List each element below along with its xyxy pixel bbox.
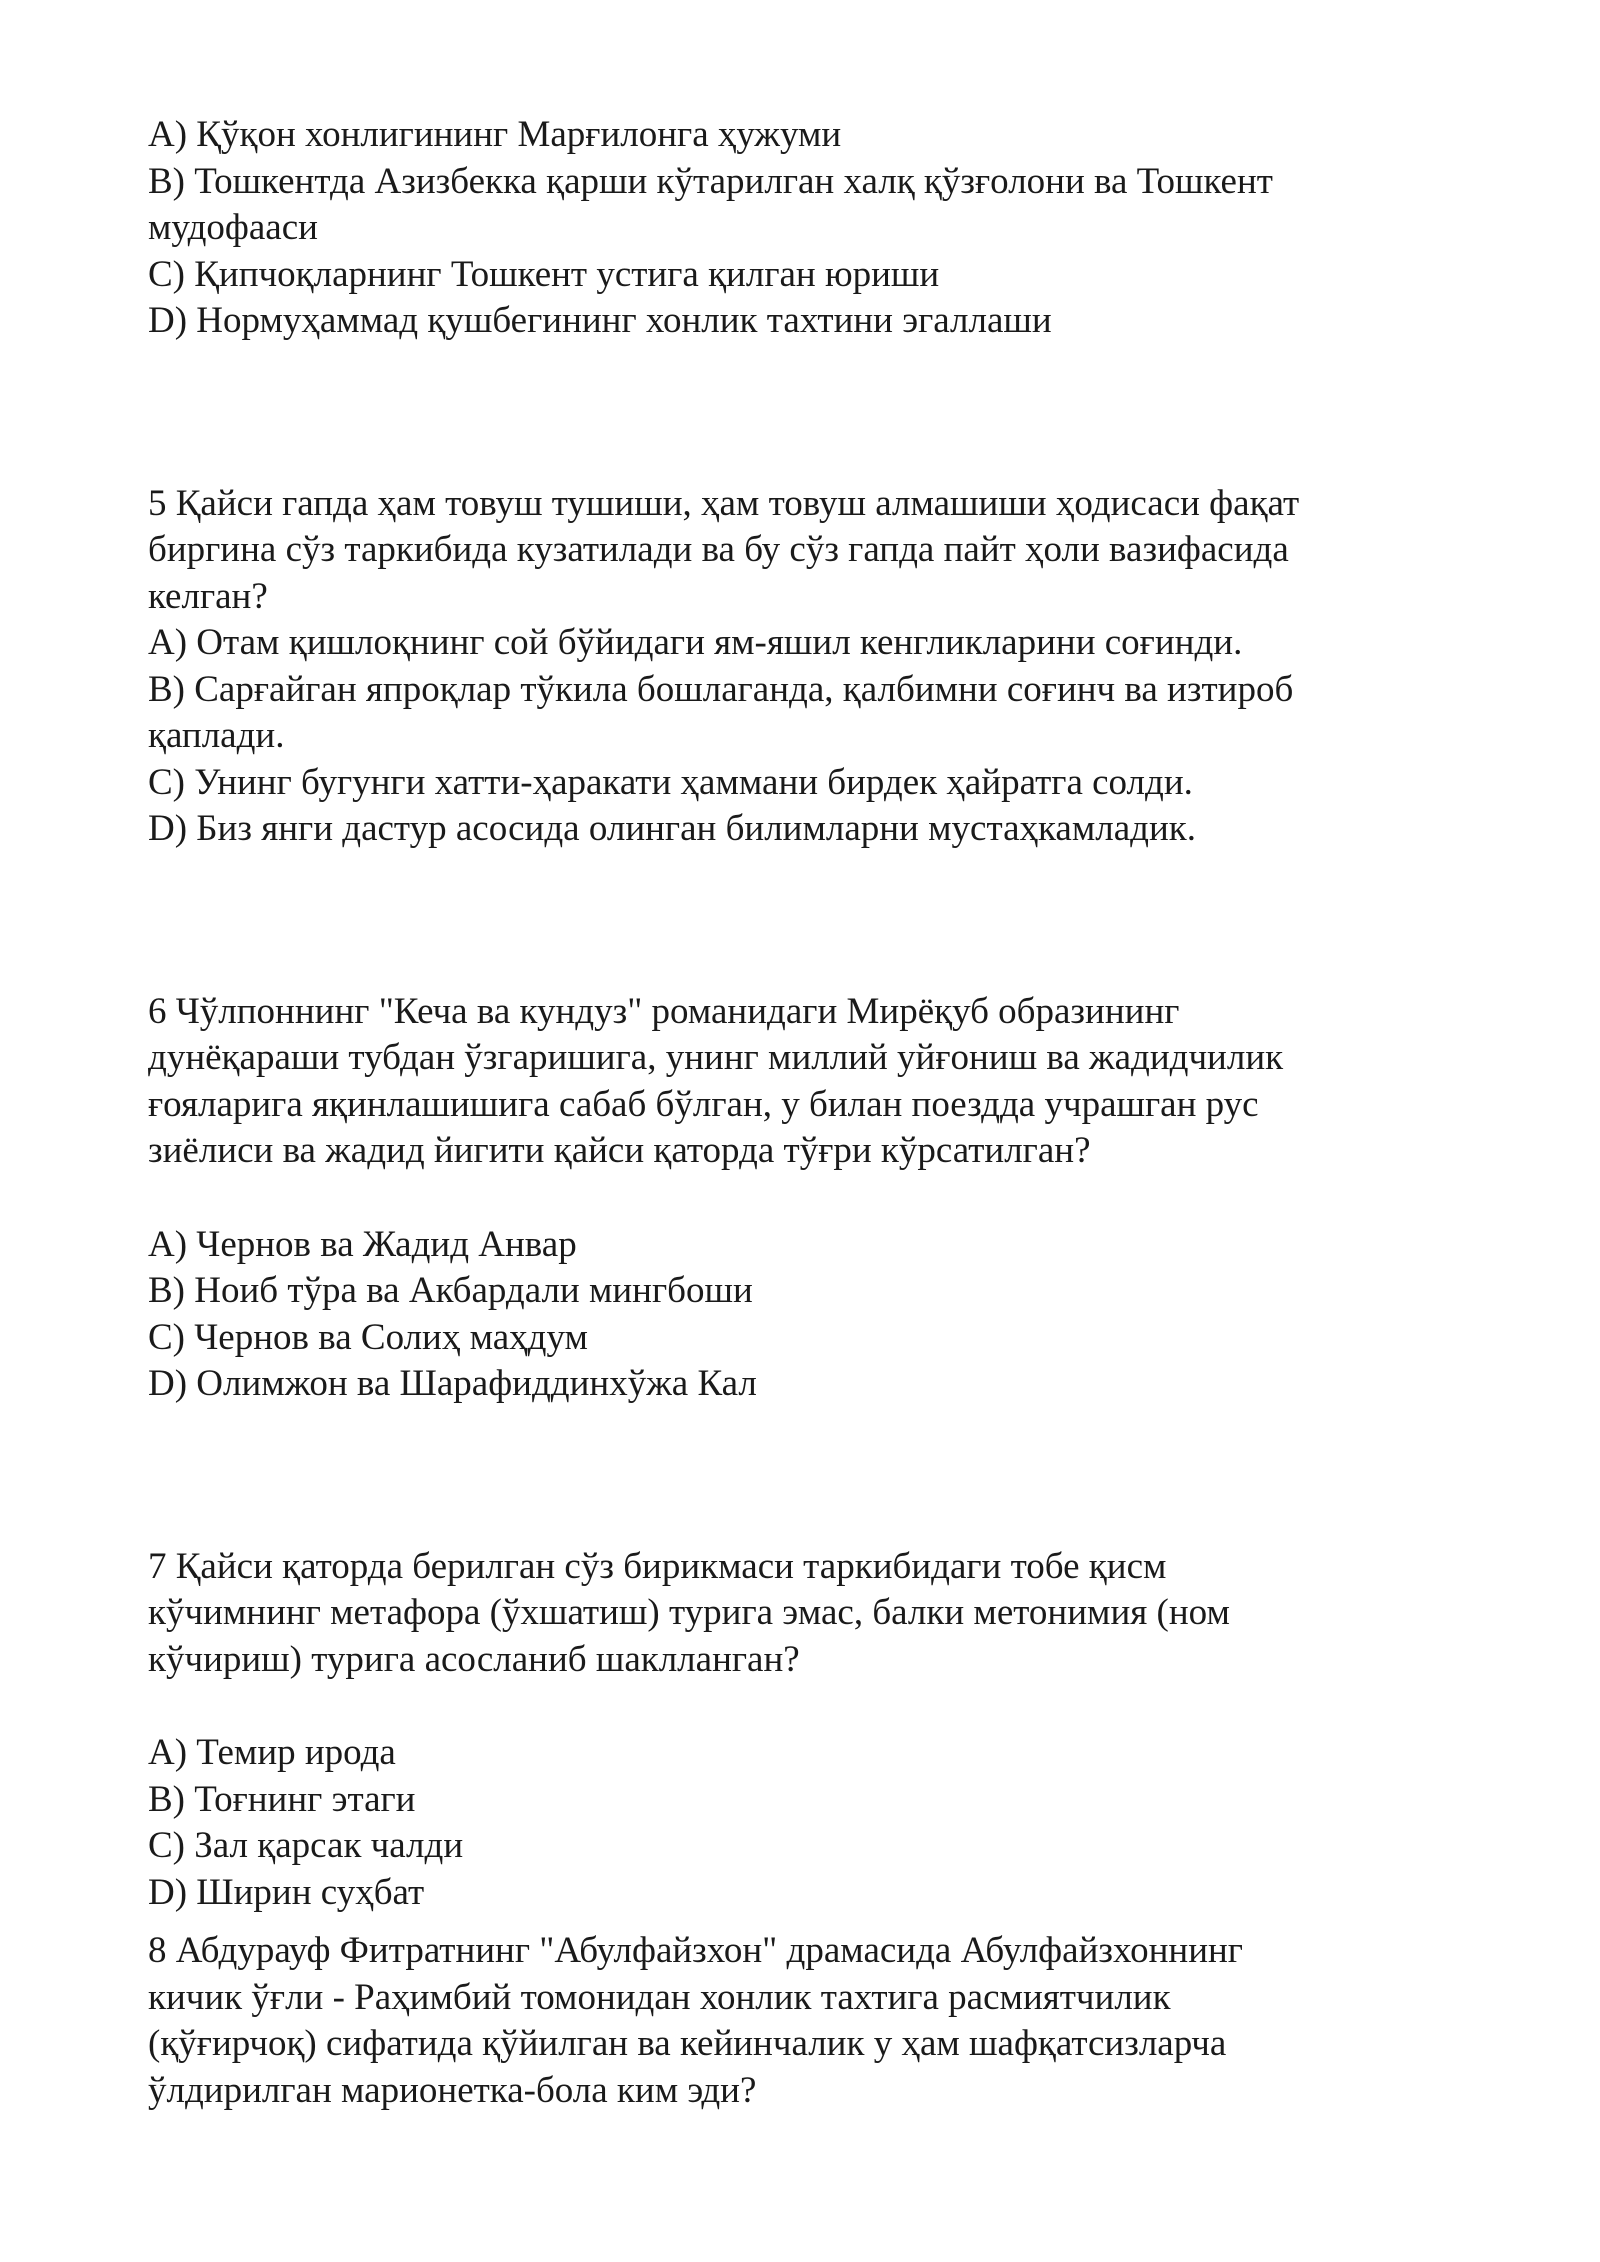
spacer — [148, 1175, 1448, 1222]
question-8 — [148, 1928, 1448, 2114]
question-5-options — [148, 620, 1448, 853]
question-6-options — [148, 1222, 1448, 1408]
question-7-text: кўчимнинг метафора (ўхшатиш) турига эмас, балки метонимия (ном — [148, 1592, 1230, 1633]
question-8-text: ўлдирилган марионетка-бола ким эди? — [148, 2069, 757, 2111]
option-a: A) Темир ирода — [148, 1732, 396, 1773]
question-8-text: 8 Абдурауф Фитратнинг "Абулфайзхон" драмасида Абулфайзхоннинг — [148, 1930, 1243, 1971]
option-c: C) Чернов ва Солиҳ маҳдум — [148, 1316, 588, 1358]
question-8-text: кичик ўғли - Раҳимбий томонидан хонлик тахтига расмиятчилик — [148, 1976, 1171, 2018]
question-7 — [148, 1544, 1448, 1684]
document-page — [148, 112, 1448, 2114]
spacer — [148, 1408, 1448, 1544]
question-5-text: 5 Қайси гапда ҳам товуш тушиши, ҳам товуш алмашиши ҳодисаси фақат — [148, 482, 1300, 524]
option-b-continuation: мудофааси — [148, 207, 318, 248]
option-d: D) Нормуҳаммад қушбегининг хонлик тахтини эгаллаши — [148, 300, 1052, 341]
question-6-text: 6 Чўлпоннинг "Кеча ва кундуз" романидаги Мирёқуб образининг — [148, 990, 1180, 1032]
question-4-options — [148, 112, 1448, 345]
option-a: A) Отам қишлоқнинг сой бўйидаги ям-яшил кенгликларини соғинди. — [148, 622, 1243, 663]
spacer — [148, 345, 1448, 481]
spacer — [148, 1916, 1448, 1928]
question-5 — [148, 481, 1448, 621]
question-7-options — [148, 1730, 1448, 1916]
question-6 — [148, 989, 1448, 1175]
option-d: D) Ширин суҳбат — [148, 1871, 425, 1913]
question-6-text: дунёқараши тубдан ўзгаришига, унинг миллий уйғониш ва жадидчилик — [148, 1037, 1284, 1078]
option-b: B) Ноиб тўра ва Акбардали мингбоши — [148, 1270, 753, 1311]
option-b: B) Сарғайган япроқлар тўкила бошлаганда, қалбимни соғинч ва изтироб — [148, 668, 1294, 710]
question-6-text: ғояларига яқинлашишига сабаб бўлган, у билан поездда учрашган рус — [148, 1083, 1259, 1125]
question-6-text: зиёлиси ва жадид йигити қайси қаторда тўғри кўрсатилган? — [148, 1130, 1091, 1171]
question-7-text: 7 Қайси қаторда берилган сўз бирикмаси таркибидаги тобе қисм — [148, 1545, 1167, 1587]
option-b: B) Тоғнинг этаги — [148, 1778, 416, 1820]
question-7-text: кўчириш) турига асосланиб шаклланган? — [148, 1638, 800, 1680]
option-a: A) Қўқон хонлигининг Марғилонга ҳужуми — [148, 114, 842, 155]
option-a: A) Чернов ва Жадид Анвар — [148, 1223, 577, 1265]
option-d: D) Биз янги дастур асосида олинган билимларни мустаҳкамладик. — [148, 808, 1196, 849]
option-c: C) Қипчоқларнинг Тошкент устига қилган юриши — [148, 253, 940, 295]
option-b: B) Тошкентда Азизбекка қарши кўтарилган халқ қўзғолони ва Тошкент — [148, 160, 1273, 202]
spacer — [148, 1683, 1448, 1730]
question-8-text: (қўғирчоқ) сифатида қўйилган ва кейинчалик у ҳам шафқатсизларча — [148, 2023, 1227, 2064]
option-c: C) Унинг бугунги хатти-ҳаракати ҳаммани бирдек ҳайратга солди. — [148, 761, 1193, 803]
question-5-text: биргина сўз таркибида кузатилади ва бу сўз гапда пайт ҳоли вазифасида — [148, 529, 1289, 570]
option-d: D) Олимжон ва Шарафиддинхўжа Кал — [148, 1363, 757, 1404]
option-c: C) Зал қарсак чалди — [148, 1825, 464, 1866]
question-5-text: келган? — [148, 575, 268, 617]
option-b-continuation: қаплади. — [148, 715, 285, 756]
spacer — [148, 853, 1448, 989]
